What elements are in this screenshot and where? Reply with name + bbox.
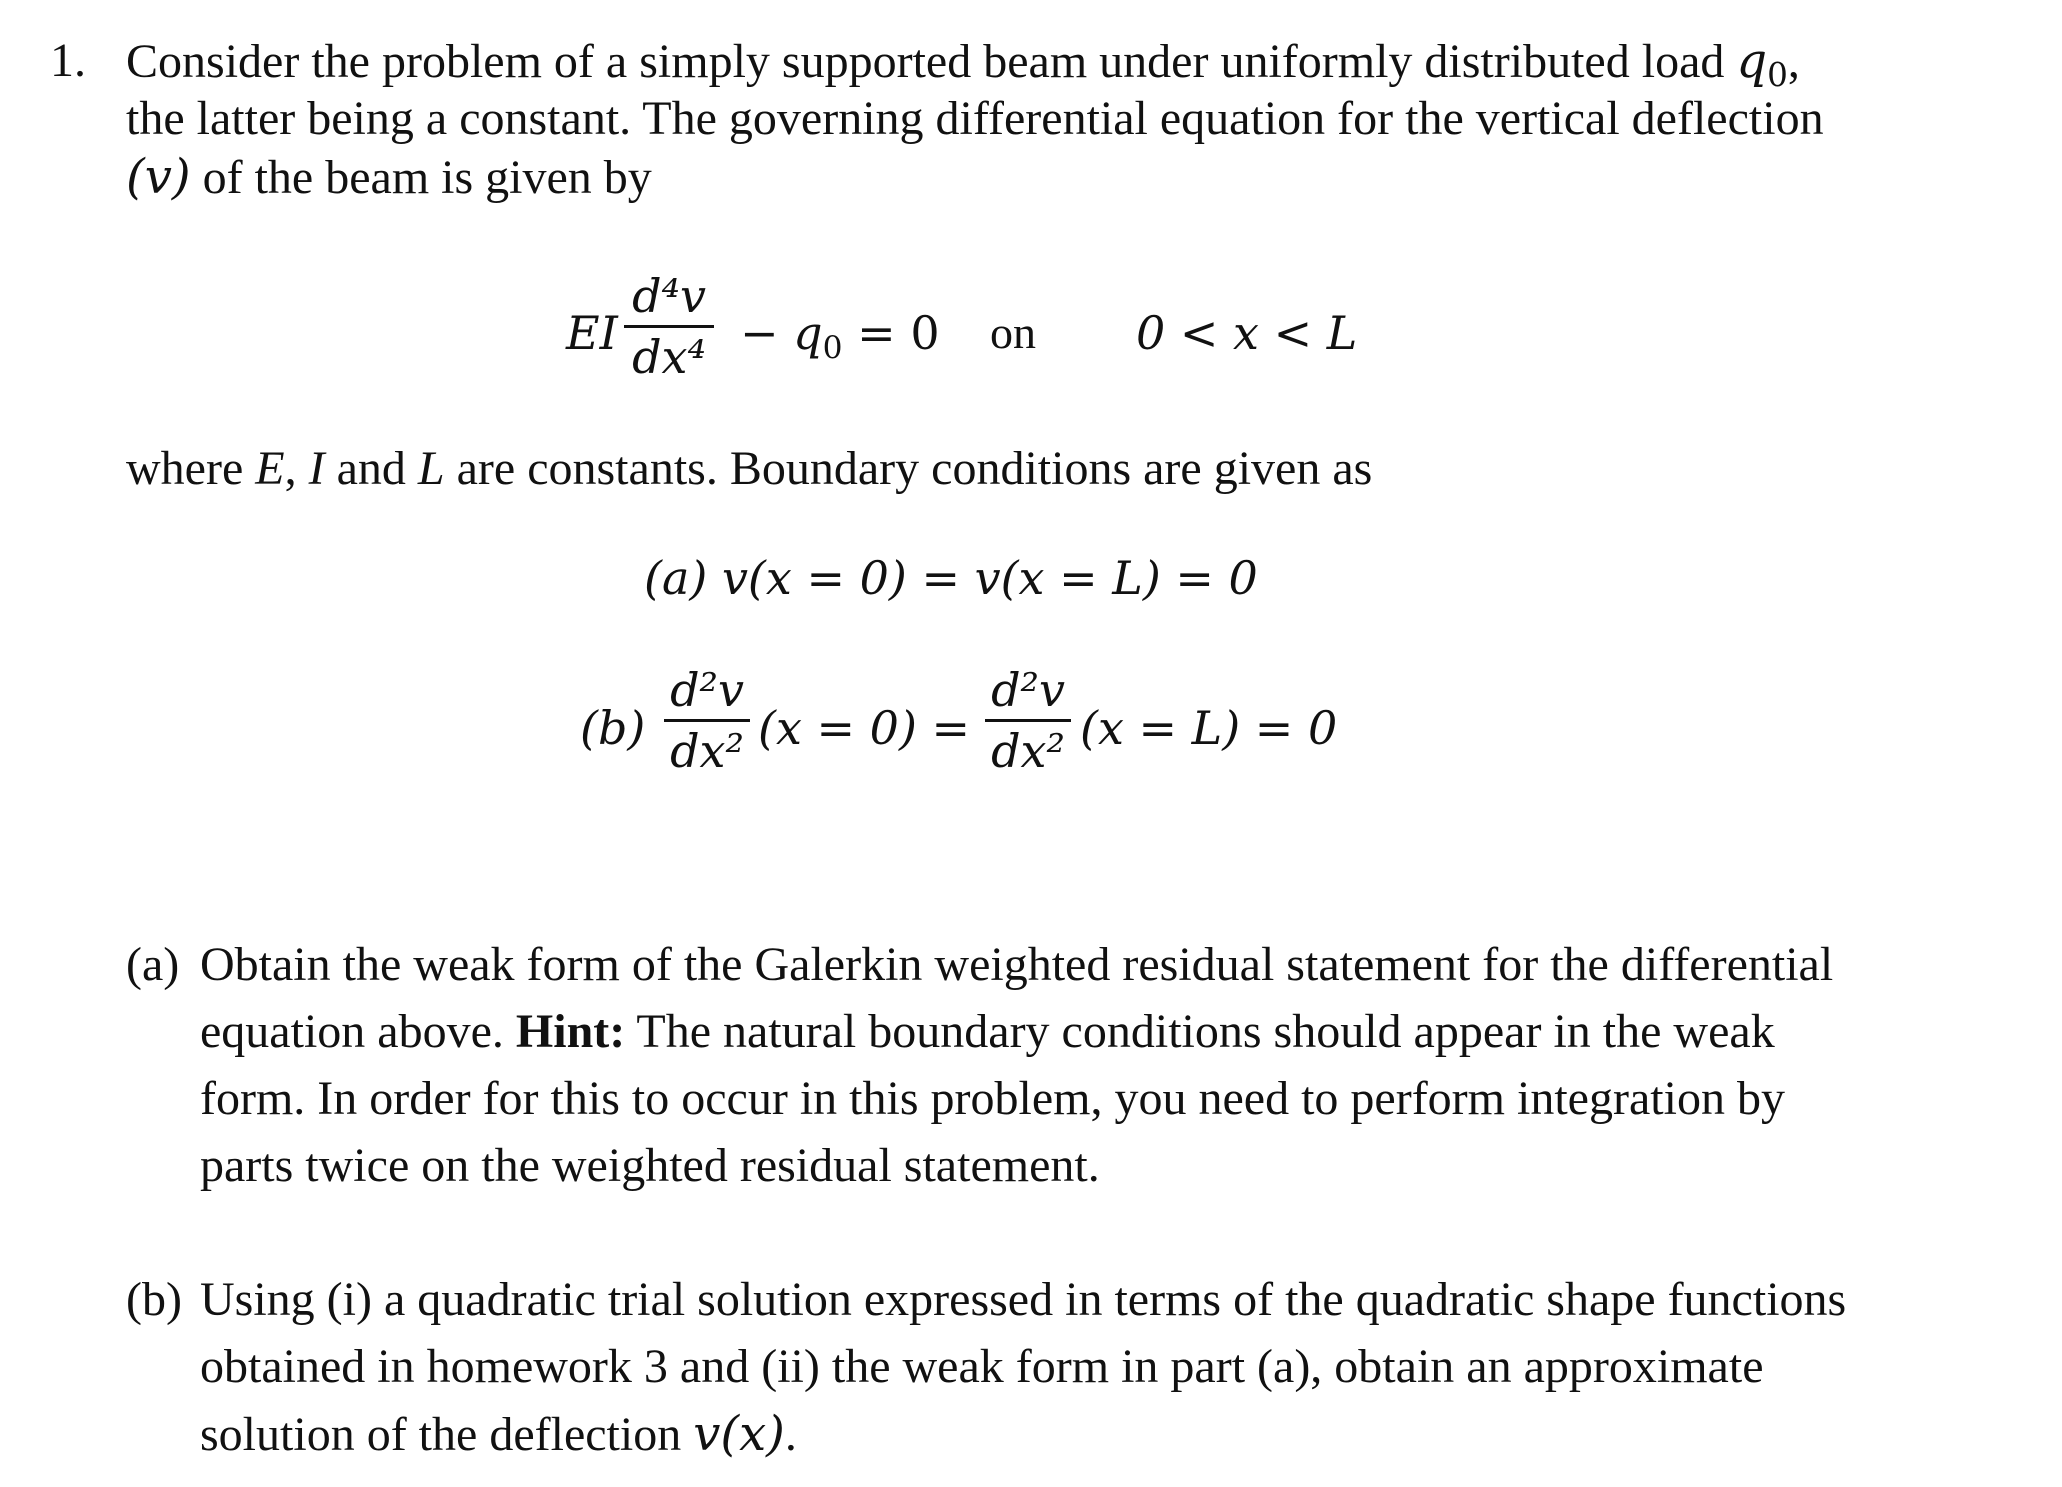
bc-b-fraction-1: d²v dx² — [664, 664, 750, 777]
part-a-line-1: Obtain the weak form of the Galerkin weighted residual statement for the differential — [200, 938, 1834, 991]
load-symbol: $q_0$ — [1736, 33, 1788, 95]
eq-derivative-fraction — [624, 270, 714, 383]
bc-b-end: (x = L) = 0 — [1080, 701, 1338, 755]
part-a-line-4: parts twice on the weighted residual statement. — [200, 1139, 1100, 1192]
deflection-function: v(x) — [693, 1406, 785, 1462]
part-b-line-2: obtained in homework 3 and (ii) the weak form in part (a), obtain an approximate — [200, 1340, 1764, 1393]
intro-line-3: (v) of the beam is given by — [126, 149, 652, 205]
eq-coef: EI — [566, 306, 618, 360]
part-b-label: (b) — [126, 1273, 182, 1326]
eq-domain: 0 < x < L — [1136, 306, 1358, 360]
bc-a: (a) v(x = 0) = v(x = L) = 0 — [644, 551, 1258, 605]
eq-on-word: on — [990, 307, 1036, 358]
intro-line-1: Consider the problem of a simply supported beam under uniformly distributed load $q_0$, — [126, 33, 1800, 95]
part-b-line-3: solution of the deflection v(x). — [200, 1406, 797, 1462]
where-line: where E, I and L are constants. Boundary conditions are given as — [126, 442, 1373, 495]
problem-number: 1. — [50, 34, 86, 87]
part-a-label: (a) — [126, 938, 180, 991]
deflection-var: (v) — [126, 149, 191, 205]
fraction-bar — [624, 325, 714, 328]
part-a-line-3: form. In order for this to occur in this problem, you need to perform integration by — [200, 1072, 1785, 1125]
bc-b-label: (b) — [580, 701, 646, 755]
part-b-line-1: Using (i) a quadratic trial solution expressed in terms of the quadratic shape functions — [200, 1273, 1847, 1326]
hint-label: Hint: — [515, 1005, 626, 1058]
eq-num: d⁴v — [632, 269, 706, 323]
eq-rest: − $q_0 = 0$ — [740, 306, 940, 366]
bc-b-mid: (x = 0) = — [758, 701, 971, 755]
eq-den: dx⁴ — [632, 330, 706, 384]
intro-line-2: the latter being a constant. The governing differential equation for the vertical deflection — [126, 92, 1824, 145]
bc-b-fraction-2: d²v dx² — [985, 664, 1071, 777]
intro-line-1-text: Consider the problem of a simply supported beam under uniformly distributed load — [126, 35, 1725, 88]
part-a-line-2: equation above. Hint: The natural boundary conditions should appear in the weak — [200, 1005, 1775, 1058]
